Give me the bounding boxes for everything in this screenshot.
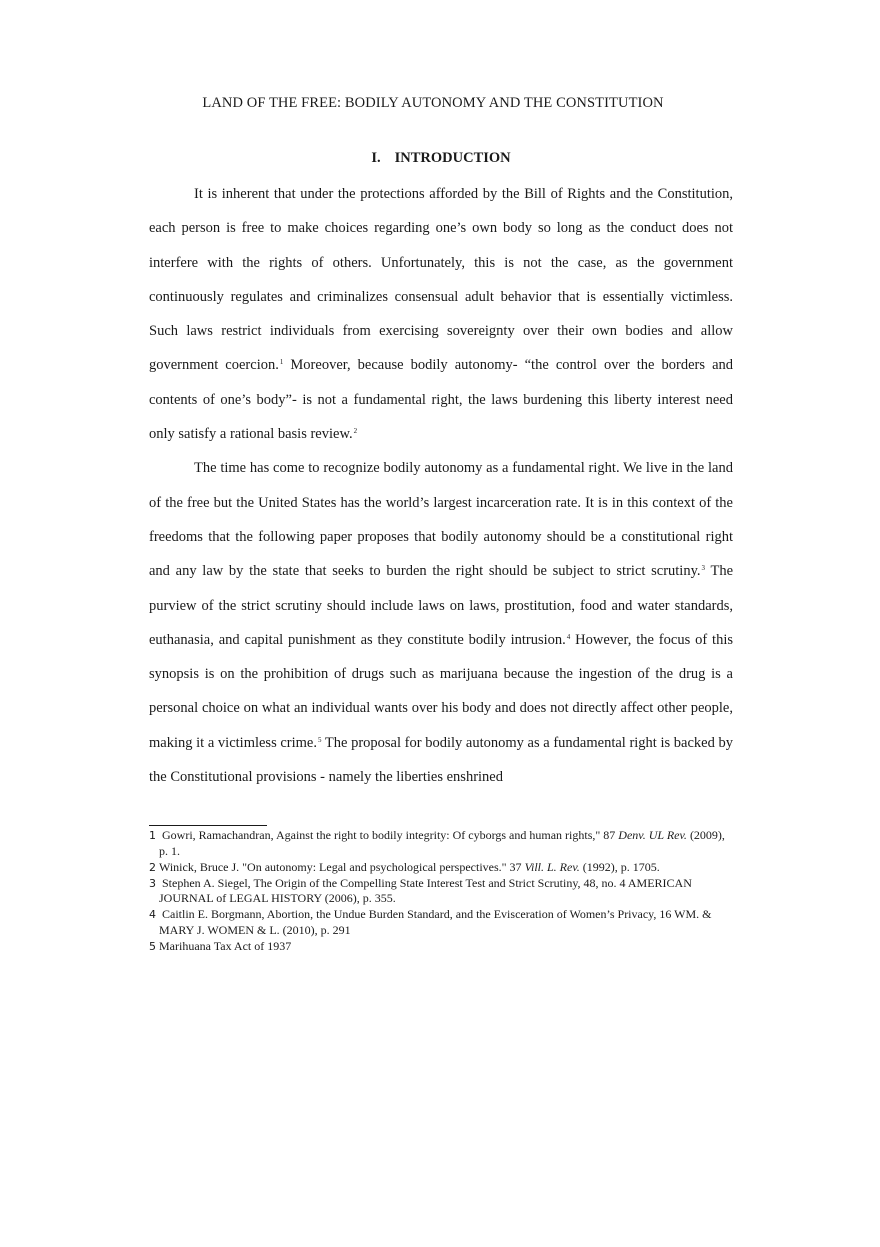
paragraph-text: The time has come to recognize bodily autonomy as a fundamental right. We live in the land of the free but the United States has the world’s largest incarceration rate. It is in this context of the freedoms that the following paper proposes that bodily autonomy should be a constitutional right and any law by the state that seeks to burden the right should be subject to strict scrutiny. — [149, 460, 733, 580]
section-heading — [0, 150, 880, 167]
footnote-journal: Denv. UL Rev. — [618, 828, 687, 842]
footnote-tail: (2009), p. 1. — [159, 828, 725, 858]
footnote-tail: (1992), p. 1705. — [579, 859, 660, 874]
footnote-number: 2 — [149, 860, 156, 874]
footnote — [149, 860, 733, 876]
section-heading-text: INTRODUCTION — [394, 150, 511, 166]
footnote — [149, 907, 733, 938]
footnote — [149, 939, 733, 955]
paragraph — [149, 177, 733, 451]
footnote-reference: 4 — [566, 632, 571, 641]
footnote — [149, 876, 733, 907]
footnotes-list — [149, 828, 733, 955]
footnote-reference: 5 — [318, 735, 322, 744]
paragraph-text: The purview of the strict scrutiny should include laws on laws, prostitution, food and water standards, euthanasia, and capital punishment as they constitute bodily intrusion. — [149, 563, 734, 648]
footnote-divider — [149, 825, 267, 826]
footnote-journal: Vill. L. Rev. — [524, 859, 580, 874]
section-number: I. — [371, 150, 381, 166]
footnote-number: 5 — [149, 940, 156, 954]
footnote-text: Caitlin E. Borgmann, Abortion, the Undue Burden Standard, and the Evisceration of Women’s Privacy, 16 WM. & MARY J. WOMEN & L. (2010), p. 291 — [159, 907, 712, 938]
paragraph — [149, 451, 733, 794]
footnote — [149, 828, 733, 859]
footnote-text: Winick, Bruce J. "On autonomy: Legal and psychological perspectives." 37 — [159, 859, 525, 874]
paragraph-text: Moreover, because bodily autonomy- “the control over the borders and contents of one’s body”- is not a fundamental right, the laws burdening this liberty interest need only satisfy a rational basis review. — [149, 357, 734, 443]
body-text — [149, 177, 733, 794]
footnote-number: 3 — [149, 876, 156, 890]
paragraph-text: It is inherent that under the protections afforded by the Bill of Rights and the Constitution, each person is free to make choices regarding one’s own body so long as the conduct does not interfere with the rights of others. Unfortunately, this is not the case, as the government continuously regulates and criminalizes consensual adult behavior that is essentially victimless. Such laws restrict individuals from exercising sovereignty over their own bodies and allow government coercion. — [149, 186, 733, 374]
paragraph-text: The proposal for bodily autonomy as a fundamental right is backed by the Constitutional provisions - namely the liberties enshrined — [149, 734, 733, 786]
footnote-reference: 3 — [701, 564, 706, 573]
document-title: LAND OF THE FREE: BODILY AUTONOMY AND THE CONSTITUTION — [202, 95, 664, 111]
footnote-text: Stephen A. Siegel, The Origin of the Compelling State Interest Test and Strict Scrutiny, 48, no. 4 AMERICAN JOURNAL of LEGAL HISTORY (2006), p. 355. — [159, 875, 692, 906]
footnote-reference: 1 — [279, 358, 284, 367]
paragraph-text: However, the focus of this synopsis is on the prohibition of drugs such as marijuana because the ingestion of the drug is a personal choice on what an individual wants over his body and does not directly affect other people, making it a victimless crime. — [149, 631, 733, 751]
footnote-text: Marihuana Tax Act of 1937 — [159, 939, 292, 954]
footnote-number: 4 — [149, 908, 156, 922]
footnote-number: 1 — [149, 829, 156, 842]
footnote-reference: 2 — [353, 427, 358, 436]
footnote-text: Gowri, Ramachandran, Against the right to bodily integrity: Of cyborgs and human rights," 87 — [159, 828, 619, 842]
